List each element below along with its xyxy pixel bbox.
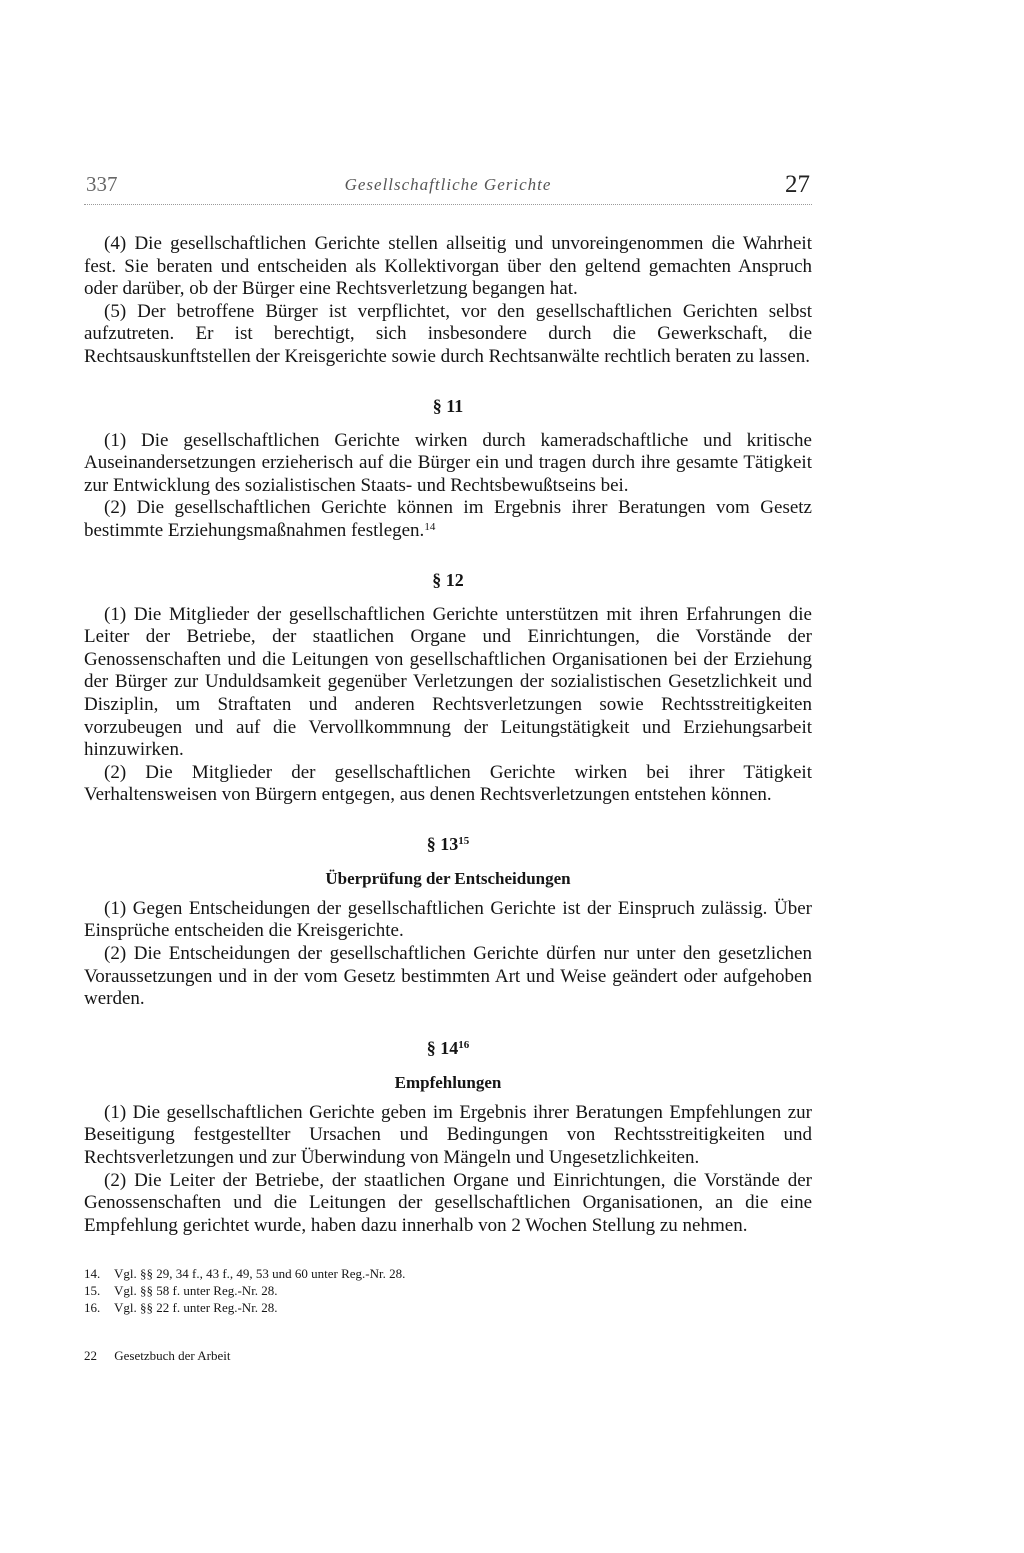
para-text: (1) Die Mitglieder der gesellschaftlichen Gerichte unterstützen mit ihren Erfahrungen die Leiter der Betriebe, der staatlichen Organe und Einrichtungen, die Vorstände der Genossenschaften und die Leitungen von gesellschaftlichen Organisationen bei der Erziehung der Bürger zur Unduldsamkeit gegenüber Verletzungen der sozialistischen Gesetzlichkeit und Disziplin, um Straftaten und anderen Rechtsverletzungen sowie Rechtsstreitigkeiten vorzubeugen und auf die Vervollkommnung der Leitungstätigkeit und Erziehungsarbeit hinzuwirken. — [84, 603, 812, 761]
footnote — [84, 1299, 684, 1316]
footnote-number: 16. — [84, 1300, 101, 1315]
running-head-title: Gesellschaftliche Gerichte — [344, 175, 552, 194]
subheading-text: Empfehlungen — [394, 1072, 502, 1092]
footnote-text: Vgl. §§ 22 f. unter Reg.-Nr. 28. — [114, 1300, 278, 1315]
page — [84, 168, 812, 1237]
running-head-number: 27 — [785, 171, 810, 198]
footnote-ref[interactable]: 14 — [424, 520, 436, 533]
running-head-page-number: 337 — [86, 172, 118, 196]
imprint — [84, 1348, 230, 1364]
section-heading — [84, 1037, 812, 1059]
paragraph — [84, 943, 812, 1011]
section-heading — [84, 395, 812, 417]
para-text: (2) Die gesellschaftlichen Gerichte können im Ergebnis ihrer Beratungen vom Gesetz bestimmte Erziehungsmaßnahmen festlegen. — [84, 497, 812, 541]
heading-text: § 12 — [432, 569, 464, 590]
paragraph — [84, 233, 812, 301]
heading-text: § 11 — [432, 395, 464, 416]
paragraph — [84, 1170, 812, 1238]
imprint-title: Gesetzbuch der Arbeit — [114, 1348, 231, 1363]
para-text: (1) Gegen Entscheidungen der gesellschaftlichen Gerichte ist der Einspruch zulässig. Über Einsprüche entscheiden die Kreisgerichte. — [84, 897, 812, 942]
running-head — [84, 168, 812, 205]
para-text: (2) Die Mitglieder der gesellschaftlichen Gerichte wirken bei ihrer Tätigkeit Verhaltensweisen von Bürgern entgegen, aus denen Rechtsverletzungen entstehen können. — [84, 761, 812, 806]
footnote-number: 15. — [84, 1283, 101, 1298]
paragraph — [84, 1102, 812, 1170]
section-heading — [84, 833, 812, 855]
subheading-text: Überprüfung der Entscheidungen — [325, 868, 571, 888]
footnote-number: 14. — [84, 1266, 101, 1281]
paragraph — [84, 898, 812, 943]
section-subheading — [84, 868, 812, 890]
footnote-ref[interactable]: 15 — [458, 834, 470, 847]
footnote-ref[interactable]: 16 — [458, 1038, 470, 1051]
footnotes — [84, 1265, 684, 1316]
para-text: (4) Die gesellschaftlichen Gerichte stellen allseitig und unvoreingenommen die Wahrheit fest. Sie beraten und entscheiden als Kollektivorgan über den geltend gemachten Anspruch oder darüber, ob der Bürger eine Rechtsverletzung begangen hat. — [84, 233, 812, 300]
para-text: (2) Die Entscheidungen der gesellschaftlichen Gerichte dürfen nur unter den gesetzlichen Voraussetzungen und in der vom Gesetz bestimmten Art und Weise geändert oder aufgehoben werden. — [84, 943, 812, 1010]
paragraph — [84, 762, 812, 807]
para-text: (5) Der betroffene Bürger ist verpflichtet, vor den gesellschaftlichen Gerichten selbst aufzutreten. Er ist berechtigt, sich insbesondere durch die Gewerkschaft, die Rechtsauskunftstellen der Kreisgerichte sowie durch Rechtsanwälte rechtlich beraten zu lassen. — [84, 300, 812, 367]
sheet-number: 22 — [84, 1348, 97, 1363]
footnote — [84, 1265, 684, 1282]
paragraph — [84, 497, 812, 542]
para-text: (1) Die gesellschaftlichen Gerichte geben im Ergebnis ihrer Beratungen Empfehlungen zur Beseitigung festgestellter Ursachen und Bedingungen von Rechtsstreitigkeiten und Rechtsverletzungen und zur Überwindung von Mängeln und Ungesetzlichkeiten. — [84, 1101, 812, 1169]
paragraph — [84, 301, 812, 369]
footnote — [84, 1282, 684, 1299]
heading-text: § 13 — [426, 833, 459, 854]
para-text: (1) Die gesellschaftlichen Gerichte wirken durch kameradschaftliche und kritische Auseinandersetzungen erzieherisch auf die Bürger ein und tragen durch ihre gesamte Tätigkeit zur Entwicklung des sozialistischen Staats- und Rechtsbewußtseins bei. — [84, 429, 812, 496]
section-subheading — [84, 1072, 812, 1094]
heading-text: § 14 — [426, 1037, 459, 1058]
footnote-text: Vgl. §§ 29, 34 f., 43 f., 49, 53 und 60 unter Reg.-Nr. 28. — [114, 1266, 406, 1281]
para-text: (2) Die Leiter der Betriebe, der staatlichen Organe und Einrichtungen, die Vorstände der Genossenschaften und die Leitungen der gesellschaftlichen Organisationen, an die eine Empfehlung gerichtet wurde, haben dazu innerhalb von 2 Wochen Stellung zu nehmen. — [84, 1169, 812, 1236]
paragraph — [84, 430, 812, 498]
paragraph — [84, 604, 812, 762]
body-text — [84, 233, 812, 1237]
footnote-text: Vgl. §§ 58 f. unter Reg.-Nr. 28. — [114, 1283, 278, 1298]
section-heading — [84, 569, 812, 591]
